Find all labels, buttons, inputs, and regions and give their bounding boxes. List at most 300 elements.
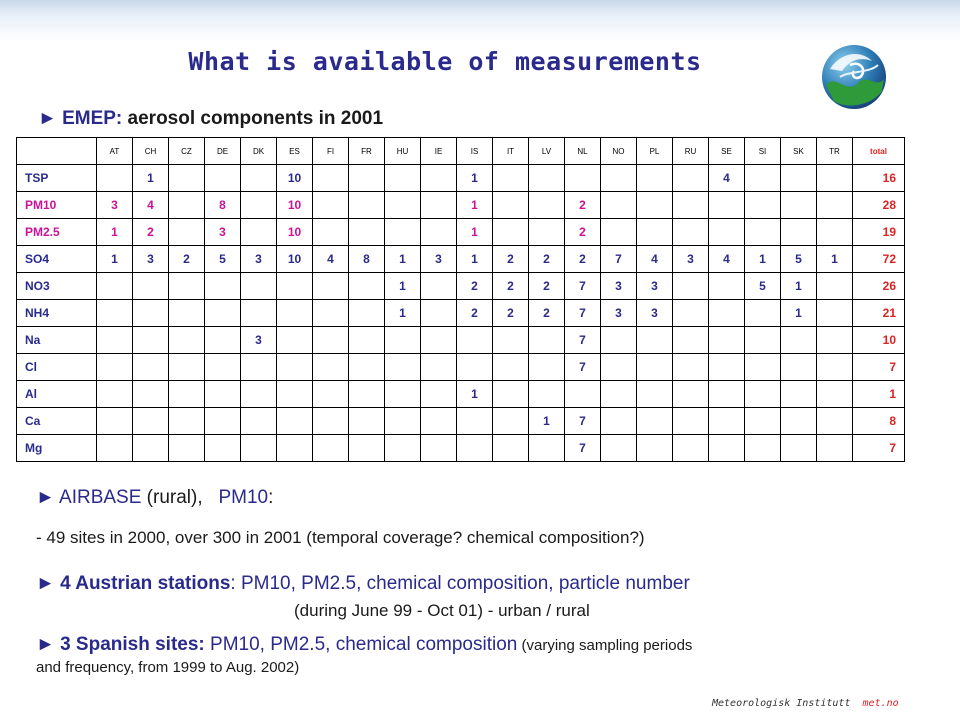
table-cell: 1 [385, 300, 421, 327]
table-cell [241, 354, 277, 381]
table-cell: 10 [277, 192, 313, 219]
table-cell: 3 [205, 219, 241, 246]
table-cell [673, 354, 709, 381]
row-total: 8 [853, 408, 905, 435]
table-cell [97, 354, 133, 381]
table-cell: 3 [637, 273, 673, 300]
table-cell: 1 [781, 273, 817, 300]
table-cell [169, 273, 205, 300]
met-no-globe-logo-icon [820, 43, 888, 111]
table-cell [493, 435, 529, 462]
row-label: Al [17, 381, 97, 408]
header-country-no: NO [601, 138, 637, 165]
row-total: 19 [853, 219, 905, 246]
table-cell [529, 165, 565, 192]
table-cell [277, 381, 313, 408]
table-cell: 7 [565, 354, 601, 381]
table-cell [385, 192, 421, 219]
table-row [17, 246, 905, 273]
table-cell [349, 381, 385, 408]
table-cell [745, 192, 781, 219]
table-cell [529, 381, 565, 408]
table-cell [745, 381, 781, 408]
table-cell: 1 [457, 246, 493, 273]
table-cell [97, 165, 133, 192]
table-cell [709, 354, 745, 381]
table-cell: 7 [565, 273, 601, 300]
table-cell: 2 [493, 246, 529, 273]
table-cell [493, 165, 529, 192]
table-cell [745, 165, 781, 192]
table-cell: 5 [745, 273, 781, 300]
table-cell [313, 192, 349, 219]
table-cell [205, 435, 241, 462]
footer-org: Meteorologisk Institutt [712, 698, 851, 709]
table-cell: 1 [97, 246, 133, 273]
table-cell: 3 [637, 300, 673, 327]
table-cell [493, 408, 529, 435]
table-cell [349, 354, 385, 381]
table-cell [781, 354, 817, 381]
table-cell: 2 [457, 273, 493, 300]
airbase-line [36, 487, 273, 509]
table-cell [673, 273, 709, 300]
header-corner [17, 138, 97, 165]
table-cell [673, 435, 709, 462]
table-cell [349, 408, 385, 435]
table-cell [313, 219, 349, 246]
table-cell [709, 219, 745, 246]
table-cell [637, 381, 673, 408]
table-cell [313, 327, 349, 354]
table-cell: 3 [241, 246, 277, 273]
table-cell [637, 435, 673, 462]
table-cell [421, 192, 457, 219]
spanish-label: ► 3 Spanish sites: [36, 634, 205, 655]
table-row [17, 327, 905, 354]
table-cell [745, 354, 781, 381]
table-cell [745, 219, 781, 246]
row-label: PM2.5 [17, 219, 97, 246]
table-cell [601, 192, 637, 219]
table-cell: 2 [529, 246, 565, 273]
table-cell [313, 381, 349, 408]
table-cell [241, 192, 277, 219]
table-cell [313, 435, 349, 462]
header-country-se: SE [709, 138, 745, 165]
table-row [17, 165, 905, 192]
table-cell [637, 165, 673, 192]
table-cell [637, 327, 673, 354]
row-total: 72 [853, 246, 905, 273]
table-cell: 4 [313, 246, 349, 273]
header-country-ie: IE [421, 138, 457, 165]
table-cell [277, 435, 313, 462]
emep-label: ► EMEP: [38, 108, 123, 129]
table-cell [529, 354, 565, 381]
row-total: 28 [853, 192, 905, 219]
row-label: Cl [17, 354, 97, 381]
table-cell: 1 [745, 246, 781, 273]
emep-components-table [16, 137, 905, 462]
table-cell [457, 435, 493, 462]
table-cell [529, 219, 565, 246]
table-cell [421, 408, 457, 435]
header-country-nl: NL [565, 138, 601, 165]
table-cell [421, 219, 457, 246]
table-cell [241, 381, 277, 408]
table-cell: 7 [565, 435, 601, 462]
table-cell: 7 [565, 408, 601, 435]
table-row [17, 219, 905, 246]
table-cell [457, 408, 493, 435]
table-cell [133, 408, 169, 435]
table-cell [385, 408, 421, 435]
table-row [17, 381, 905, 408]
table-cell: 3 [133, 246, 169, 273]
table-cell [205, 354, 241, 381]
table-cell [205, 327, 241, 354]
table-cell [817, 408, 853, 435]
table-cell [313, 300, 349, 327]
table-cell [241, 435, 277, 462]
table-cell [673, 165, 709, 192]
table-cell [601, 435, 637, 462]
table-cell: 1 [529, 408, 565, 435]
row-label: Ca [17, 408, 97, 435]
table-cell: 4 [709, 246, 745, 273]
table-cell [169, 327, 205, 354]
table-cell [385, 165, 421, 192]
table-cell: 2 [493, 273, 529, 300]
table-cell [421, 273, 457, 300]
table-cell [97, 408, 133, 435]
table-cell [781, 219, 817, 246]
header-country-pl: PL [637, 138, 673, 165]
table-cell [709, 408, 745, 435]
table-cell [169, 354, 205, 381]
row-label: Mg [17, 435, 97, 462]
table-cell [169, 435, 205, 462]
table-cell [277, 273, 313, 300]
table-cell: 7 [601, 246, 637, 273]
header-country-sk: SK [781, 138, 817, 165]
table-cell: 1 [781, 300, 817, 327]
table-cell [169, 408, 205, 435]
table-cell [637, 192, 673, 219]
spanish-params: PM10, PM2.5, chemical composition [204, 634, 518, 655]
table-cell [205, 165, 241, 192]
table-cell [205, 408, 241, 435]
table-cell: 10 [277, 246, 313, 273]
table-cell [349, 192, 385, 219]
table-cell [817, 354, 853, 381]
table-cell [241, 165, 277, 192]
table-cell [385, 381, 421, 408]
table-cell: 1 [133, 165, 169, 192]
table-cell [133, 435, 169, 462]
airbase-rural: (rural), [141, 487, 219, 508]
row-total: 7 [853, 354, 905, 381]
table-cell [817, 219, 853, 246]
table-cell: 4 [637, 246, 673, 273]
table-cell [673, 381, 709, 408]
table-cell [421, 381, 457, 408]
table-cell: 1 [457, 165, 493, 192]
table-cell [493, 381, 529, 408]
table-cell: 4 [709, 165, 745, 192]
table-cell [745, 435, 781, 462]
header-country-lv: LV [529, 138, 565, 165]
table-cell [349, 435, 385, 462]
table-cell: 2 [133, 219, 169, 246]
table-cell: 5 [205, 246, 241, 273]
table-cell [709, 435, 745, 462]
table-cell: 2 [529, 300, 565, 327]
table-cell [349, 327, 385, 354]
table-cell [97, 381, 133, 408]
table-cell [385, 354, 421, 381]
austrian-period: (during June 99 - Oct 01) - urban / rural [294, 601, 590, 620]
header-country-it: IT [493, 138, 529, 165]
table-cell: 3 [601, 273, 637, 300]
header-country-si: SI [745, 138, 781, 165]
table-cell [421, 354, 457, 381]
table-cell [241, 408, 277, 435]
table-cell [277, 327, 313, 354]
table-cell: 8 [205, 192, 241, 219]
table-cell [601, 408, 637, 435]
table-cell: 2 [565, 246, 601, 273]
table-cell: 7 [565, 327, 601, 354]
table-cell [781, 192, 817, 219]
table-cell: 4 [133, 192, 169, 219]
table-cell: 1 [385, 246, 421, 273]
table-cell [205, 273, 241, 300]
table-cell [169, 381, 205, 408]
airbase-label: ► AIRBASE [36, 487, 142, 508]
table-cell: 2 [565, 219, 601, 246]
table-cell [349, 300, 385, 327]
table-cell [169, 192, 205, 219]
table-cell [277, 408, 313, 435]
austrian-label: ► 4 Austrian stations [36, 573, 231, 594]
table-cell: 1 [457, 381, 493, 408]
table-cell [529, 327, 565, 354]
table-cell [601, 165, 637, 192]
table-row [17, 354, 905, 381]
table-cell [457, 354, 493, 381]
table-cell [493, 354, 529, 381]
table-cell [601, 354, 637, 381]
table-row [17, 273, 905, 300]
header-country-fr: FR [349, 138, 385, 165]
table-cell [349, 273, 385, 300]
table-cell [781, 327, 817, 354]
table-cell [97, 435, 133, 462]
header-country-es: ES [277, 138, 313, 165]
table-cell [673, 192, 709, 219]
table-cell: 7 [565, 300, 601, 327]
spanish-line [36, 634, 856, 656]
table-cell [385, 435, 421, 462]
table-cell: 1 [457, 192, 493, 219]
table-cell [637, 219, 673, 246]
row-total: 26 [853, 273, 905, 300]
table-cell [565, 165, 601, 192]
table-row [17, 435, 905, 462]
table-cell [817, 381, 853, 408]
table-cell [673, 219, 709, 246]
table-cell [313, 165, 349, 192]
table-cell [313, 408, 349, 435]
row-label: PM10 [17, 192, 97, 219]
table-cell [241, 273, 277, 300]
austrian-params: : PM10, PM2.5, chemical composition, particle number [230, 573, 690, 594]
slide-title: What is available of measurements [188, 47, 702, 76]
header-country-ru: RU [673, 138, 709, 165]
header-country-tr: TR [817, 138, 853, 165]
table-cell [529, 192, 565, 219]
table-cell [169, 165, 205, 192]
row-total: 1 [853, 381, 905, 408]
header-country-ch: CH [133, 138, 169, 165]
header-total: total [853, 138, 905, 165]
table-cell [817, 165, 853, 192]
table-cell: 3 [673, 246, 709, 273]
austrian-line [36, 573, 690, 595]
table-cell [421, 327, 457, 354]
table-cell: 2 [457, 300, 493, 327]
table-cell [817, 273, 853, 300]
table-cell [493, 327, 529, 354]
emep-description: aerosol components in 2001 [122, 108, 384, 129]
table-cell: 2 [493, 300, 529, 327]
table-cell [133, 381, 169, 408]
table-cell [277, 354, 313, 381]
table-cell [673, 408, 709, 435]
table-cell [457, 327, 493, 354]
header-country-is: IS [457, 138, 493, 165]
table-cell [817, 192, 853, 219]
table-cell [745, 300, 781, 327]
table-row [17, 192, 905, 219]
table-cell: 2 [565, 192, 601, 219]
table-cell [709, 192, 745, 219]
table-cell: 10 [277, 165, 313, 192]
table-cell [169, 300, 205, 327]
table-cell [133, 327, 169, 354]
table-cell [673, 327, 709, 354]
table-cell: 3 [421, 246, 457, 273]
row-total: 21 [853, 300, 905, 327]
table-cell [781, 381, 817, 408]
header-country-dk: DK [241, 138, 277, 165]
table-cell [493, 219, 529, 246]
table-cell [673, 300, 709, 327]
table-cell [781, 435, 817, 462]
table-cell [565, 381, 601, 408]
table-cell [385, 327, 421, 354]
spanish-detail-a: (varying sampling periods [517, 637, 693, 654]
airbase-pm10: PM10 [218, 487, 269, 508]
table-cell [385, 219, 421, 246]
table-cell [421, 300, 457, 327]
table-cell [637, 354, 673, 381]
table-cell [277, 300, 313, 327]
row-total: 16 [853, 165, 905, 192]
table-cell [97, 300, 133, 327]
row-label: TSP [17, 165, 97, 192]
table-cell [133, 354, 169, 381]
row-label: SO4 [17, 246, 97, 273]
table-cell [745, 408, 781, 435]
table-cell [205, 300, 241, 327]
table-cell [97, 273, 133, 300]
table-cell [97, 327, 133, 354]
table-cell [421, 165, 457, 192]
header-country-cz: CZ [169, 138, 205, 165]
table-cell [493, 192, 529, 219]
table-cell [601, 327, 637, 354]
table-cell: 2 [529, 273, 565, 300]
table-cell: 1 [457, 219, 493, 246]
row-label: NH4 [17, 300, 97, 327]
table-cell [349, 165, 385, 192]
table-cell [709, 300, 745, 327]
table-cell [205, 381, 241, 408]
row-label: Na [17, 327, 97, 354]
table-cell [241, 300, 277, 327]
table-cell [709, 327, 745, 354]
header-country-fi: FI [313, 138, 349, 165]
table-cell: 1 [817, 246, 853, 273]
table-row [17, 408, 905, 435]
table-cell: 3 [97, 192, 133, 219]
table-cell [313, 354, 349, 381]
table-cell: 1 [97, 219, 133, 246]
table-cell [637, 408, 673, 435]
table-row [17, 300, 905, 327]
footer-domain: met.no [862, 698, 899, 709]
table-cell [601, 381, 637, 408]
table-cell [817, 327, 853, 354]
table-cell [241, 219, 277, 246]
table-cell [781, 408, 817, 435]
header-country-at: AT [97, 138, 133, 165]
table-cell: 3 [241, 327, 277, 354]
row-total: 10 [853, 327, 905, 354]
table-cell [745, 327, 781, 354]
header-country-de: DE [205, 138, 241, 165]
table-cell [817, 435, 853, 462]
table-header-row [17, 138, 905, 165]
row-label: NO3 [17, 273, 97, 300]
table-cell: 8 [349, 246, 385, 273]
table-cell [421, 435, 457, 462]
airbase-colon: : [268, 487, 274, 508]
table-cell: 3 [601, 300, 637, 327]
table-cell [169, 219, 205, 246]
table-cell [601, 219, 637, 246]
table-cell [313, 273, 349, 300]
table-cell: 10 [277, 219, 313, 246]
table-cell [133, 300, 169, 327]
spanish-detail-b: and frequency, from 1999 to Aug. 2002) [36, 659, 300, 676]
emep-subheading [38, 108, 383, 130]
airbase-detail: - 49 sites in 2000, over 300 in 2001 (temporal coverage? chemical composition?) [36, 528, 645, 547]
table-cell [529, 435, 565, 462]
